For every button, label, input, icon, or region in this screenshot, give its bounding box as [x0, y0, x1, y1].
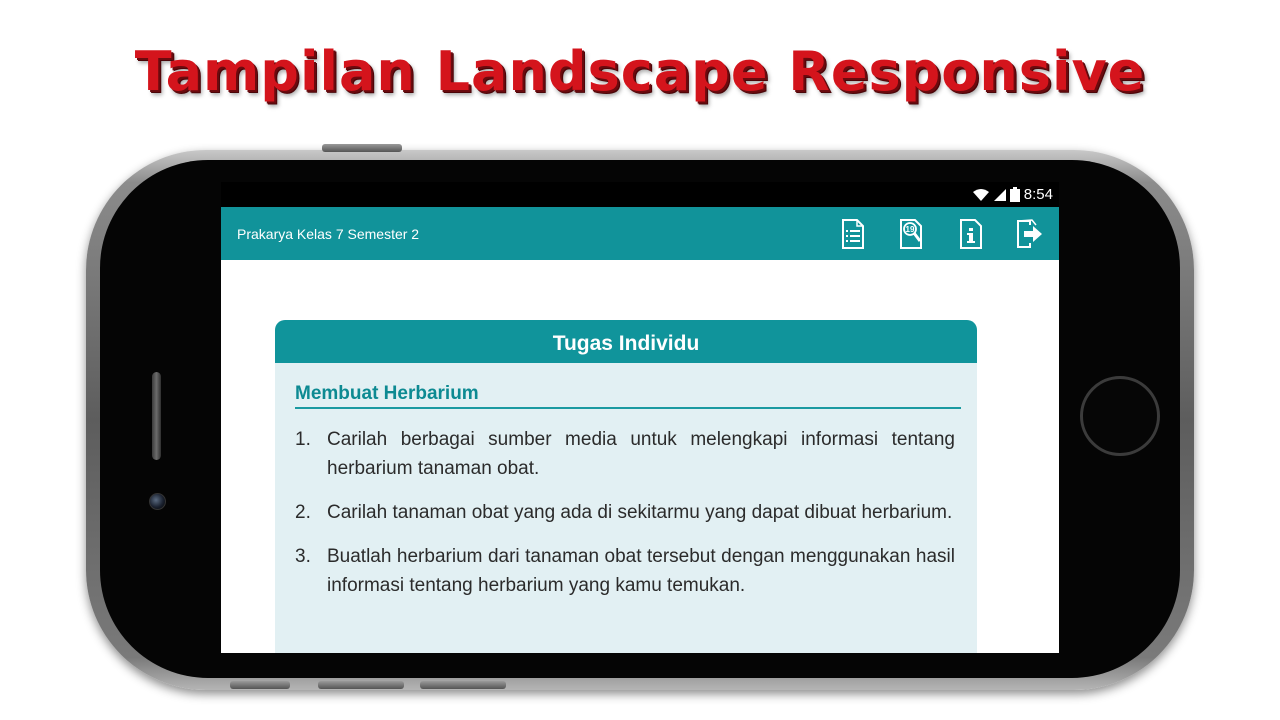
phone-camera — [149, 493, 166, 510]
task-text: Carilah berbagai sumber media untuk melengkapi informasi tentang herbarium tanaman obat. — [327, 429, 955, 479]
page-content — [221, 260, 1059, 653]
task-number: 3. — [295, 546, 311, 567]
status-bar — [221, 182, 1059, 207]
table-of-contents-icon — [841, 219, 865, 249]
battery-icon — [1010, 187, 1020, 202]
go-to-page-badge: 19 — [905, 224, 914, 234]
phone-side-button — [322, 144, 402, 152]
phone-side-button — [318, 681, 404, 689]
list-item — [295, 425, 955, 483]
signal-icon — [993, 188, 1007, 202]
task-number: 1. — [295, 429, 311, 450]
phone-home-button[interactable] — [1080, 376, 1160, 456]
app-title: Prakarya Kelas 7 Semester 2 — [237, 225, 420, 242]
table-of-contents-button[interactable] — [823, 207, 882, 260]
exit-icon — [1016, 219, 1044, 249]
task-text: Carilah tanaman obat yang ada di sekitarmu yang dapat dibuat herbarium. — [327, 502, 953, 523]
info-icon — [959, 219, 983, 249]
info-button[interactable] — [941, 207, 1000, 260]
go-to-page-icon — [899, 219, 925, 249]
wifi-icon — [972, 188, 990, 202]
promo-headline: Tampilan Landscape Responsive — [134, 40, 1146, 103]
go-to-page-button[interactable] — [882, 207, 941, 260]
task-card — [275, 320, 977, 653]
exit-button[interactable] — [1000, 207, 1059, 260]
phone-side-button — [230, 681, 290, 689]
list-item — [295, 498, 955, 527]
phone-side-button — [420, 681, 506, 689]
card-header: Tugas Individu — [275, 320, 977, 363]
phone-screen — [221, 182, 1059, 653]
task-text: Buatlah herbarium dari tanaman obat tersebut dengan menggunakan hasil informasi tentang herbarium yang kamu temukan. — [327, 546, 955, 596]
status-time: 8:54 — [1023, 186, 1053, 203]
phone-speaker — [152, 372, 161, 460]
task-number: 2. — [295, 502, 311, 523]
app-bar — [221, 207, 1059, 260]
task-list — [295, 425, 955, 600]
list-item — [295, 542, 955, 600]
card-subtitle: Membuat Herbarium — [295, 383, 961, 409]
app-bar-actions — [823, 207, 1059, 260]
